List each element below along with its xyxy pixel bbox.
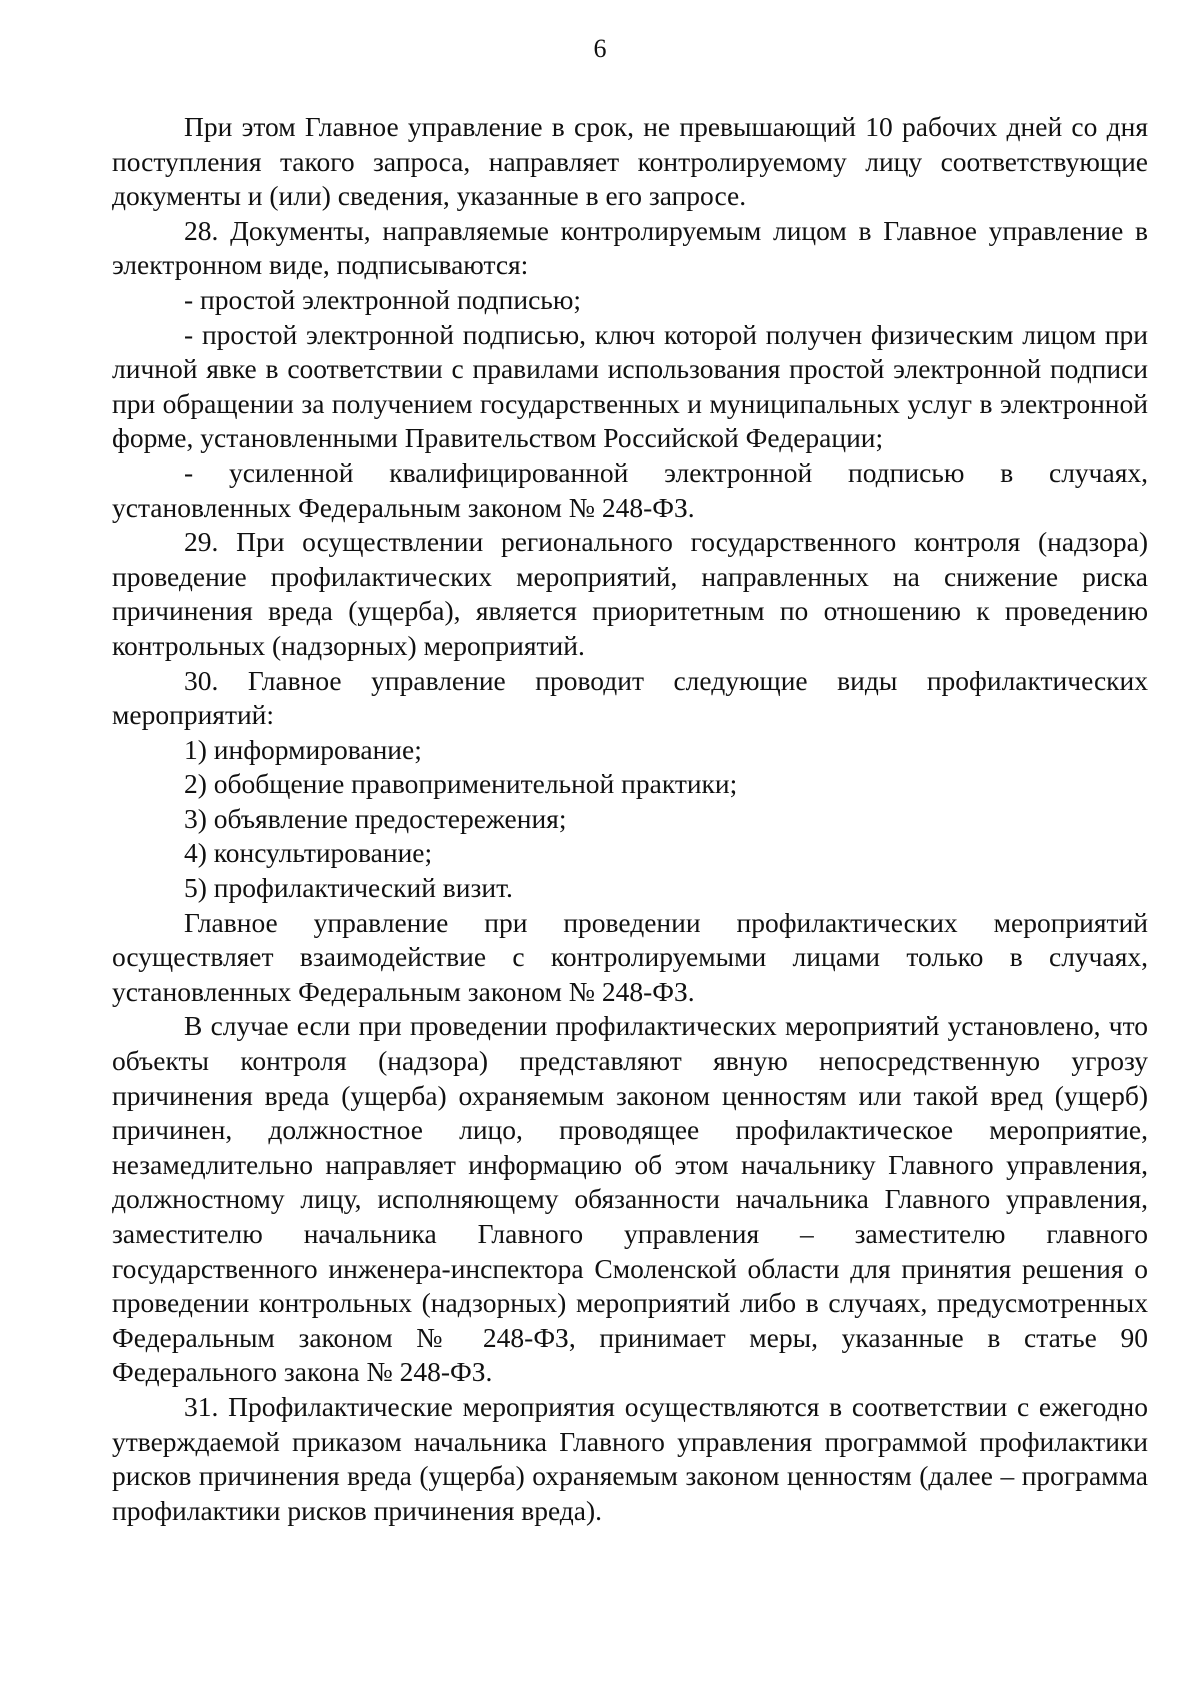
list-item-2: 2) обобщение правоприменительной практики;: [184, 768, 738, 800]
list-item-3: 3) объявление предостережения;: [184, 802, 567, 834]
paragraph-threat-case: В случае если при проведении профилактических мероприятий установлено, что объекты контроля (надзора) представляют явную непосредственную угрозу причинения вреда (ущерба) охраняемым законом ценностям или такой вред (ущерб) причинен, должностное лицо, проводящее профилактическое мероприятие, незамедлительно направляет информацию об этом начальнику Главного управления, должностному лицу, исполняющему обязанности начальника Главного управления, заместителю начальника Главного управления – заместителю главного государственного инженера-инспектора Смоленской области для принятия решения о проведении контрольных (надзорных) мероприятий либо в случаях, предусмотренных Федеральным законом № 248-ФЗ, принимает меры, указанные в статье 90 Федерального закона № 248-ФЗ.: [112, 1010, 1148, 1388]
list-item-qualified-signature: - усиленной квалифицированной электронной подписью в случаях, установленных Федеральным законом № 248-ФЗ.: [112, 456, 1148, 523]
list-item-simple-signature: - простой электронной подписью;: [184, 283, 582, 315]
document-body: [112, 110, 1148, 1528]
paragraph-interaction: Главное управление при проведении профилактических мероприятий осуществляет взаимодействие с контролируемыми лицами только в случаях, установленных Федеральным законом № 248-ФЗ.: [112, 906, 1148, 1007]
page-number: 6: [593, 34, 607, 63]
paragraph-28: 28. Документы, направляемые контролируемым лицом в Главное управление в электронном виде, подписываются:: [112, 214, 1148, 281]
list-item-1: 1) информирование;: [184, 733, 422, 765]
paragraph-continuation: При этом Главное управление в срок, не превышающий 10 рабочих дней со дня поступления такого запроса, направляет контролируемому лицу соответствующие документы и (или) сведения, указанные в его запросе.: [112, 111, 1148, 212]
paragraph-30: 30. Главное управление проводит следующие виды профилактических мероприятий:: [112, 664, 1148, 731]
list-item-simple-signature-key: - простой электронной подписью, ключ которой получен физическим лицом при личной явке в соответствии с правилами использования простой электронной подписи при обращении за получением государственных и муниципальных услуг в электронной форме, установленными Правительством Российской Федерации;: [112, 318, 1148, 454]
paragraph-31: 31. Профилактические мероприятия осуществляются в соответствии с ежегодно утверждаемой приказом начальника Главного управления программой профилактики рисков причинения вреда (ущерба) охраняемым законом ценностям (далее – программа профилактики рисков причинения вреда).: [112, 1390, 1148, 1526]
paragraph-29: 29. При осуществлении регионального государственного контроля (надзора) проведение профилактических мероприятий, направленных на снижение риска причинения вреда (ущерба), является приоритетным по отношению к проведению контрольных (надзорных) мероприятий.: [112, 526, 1148, 661]
list-item-4: 4) консультирование;: [184, 837, 433, 869]
list-item-5: 5) профилактический визит.: [184, 872, 513, 904]
